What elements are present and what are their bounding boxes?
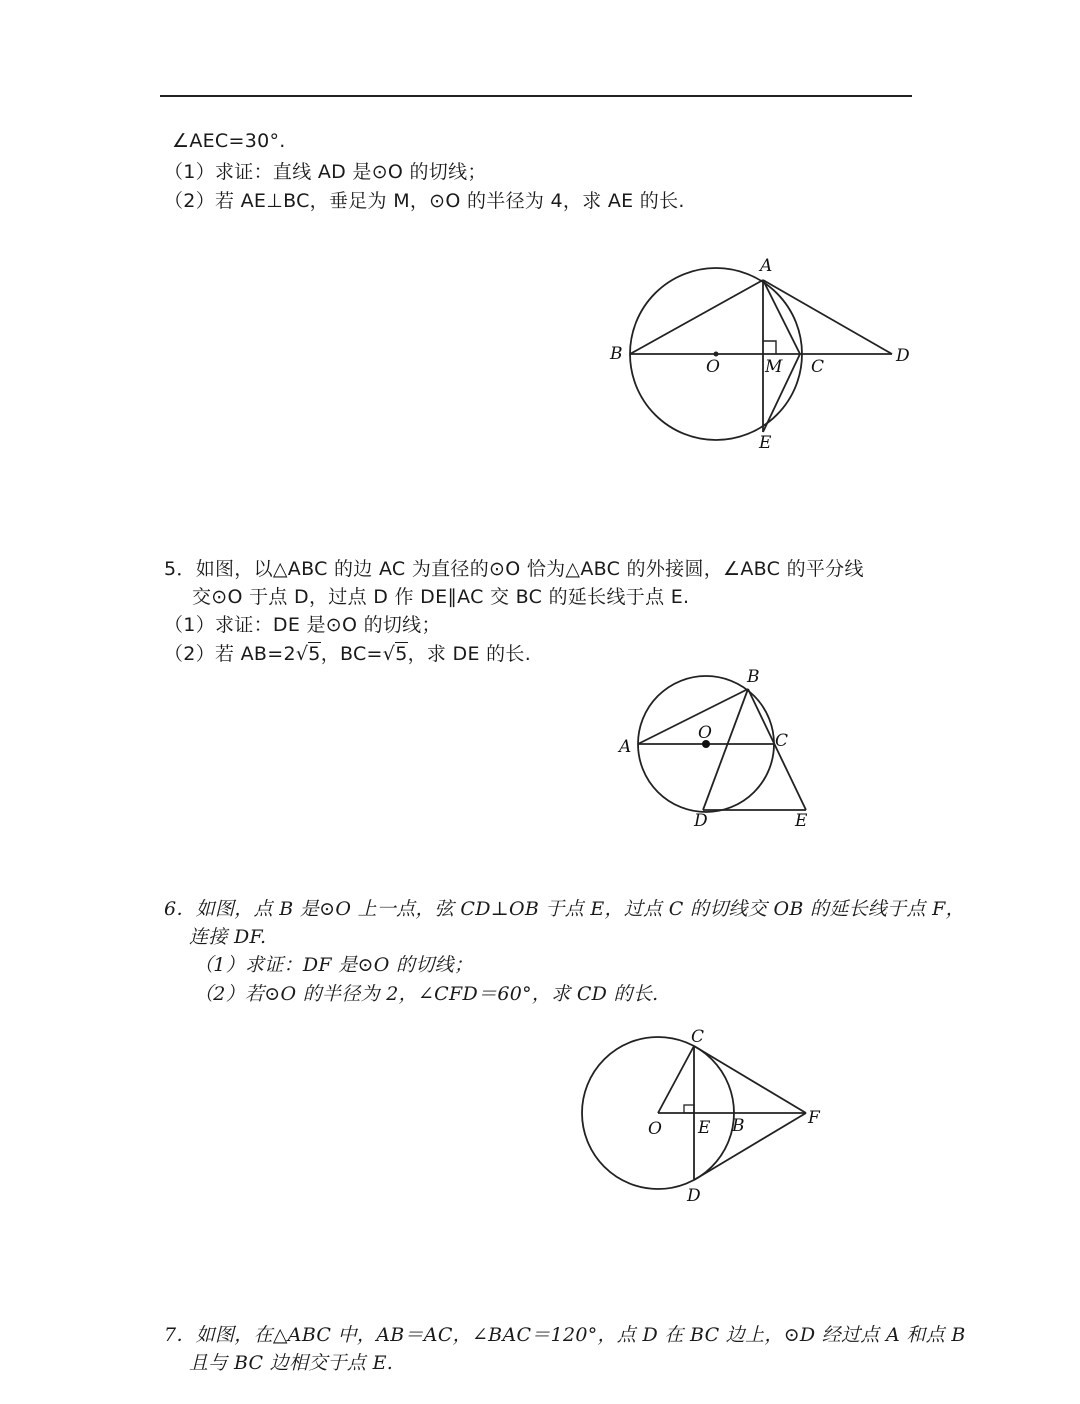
q5-figure: [610, 660, 830, 835]
q7-stem-line2: 且与 BC 边相交于点 E.: [189, 1352, 394, 1374]
q6-line-oc: [658, 1046, 694, 1113]
q5-part2-mid: ，BC=: [320, 643, 383, 665]
q4-label-e: E: [759, 433, 772, 453]
header-rule: [160, 95, 912, 97]
q6-label-d: D: [687, 1186, 701, 1206]
q6-stem-line2: 连接 DF.: [189, 926, 267, 948]
q4-part2: （2）若 AE⊥BC，垂足为 M，⊙O 的半径为 4，求 AE 的长.: [164, 190, 685, 212]
q6-label-e: E: [698, 1118, 711, 1138]
q5-part1: （1）求证：DE 是⊙O 的切线；: [164, 614, 441, 636]
q6-right-angle: [684, 1105, 694, 1113]
q5-label-b: B: [747, 667, 760, 687]
q5-label-e: E: [795, 811, 808, 831]
sqrt-symbol: √: [382, 643, 396, 665]
q6-part1: （1）求证：DF 是⊙O 的切线；: [194, 954, 474, 976]
q6-label-b: B: [732, 1116, 745, 1136]
q6-label-o: O: [648, 1119, 662, 1139]
q4-label-o: O: [706, 357, 720, 377]
q5-radicand-2: 5: [395, 643, 408, 665]
q5-label-d: D: [694, 811, 708, 831]
q5-part2-suffix: ，求 DE 的长.: [407, 643, 532, 665]
q5-stem-line2: 交⊙O 于点 D，过点 D 作 DE∥AC 交 BC 的延长线于点 E.: [192, 586, 690, 608]
q5-stem-line1: 5．如图，以△ABC 的边 AC 为直径的⊙O 恰为△ABC 的外接圆，∠ABC 的平分线: [164, 558, 864, 580]
q6-label-f: F: [808, 1108, 820, 1128]
q4-label-m: M: [765, 357, 783, 377]
q4-figure: [600, 255, 930, 460]
q7-stem-line1: 7．如图，在△ABC 中，AB＝AC，∠BAC＝120°，点 D 在 BC 边上，⊙D 经过点 A 和点 B: [164, 1324, 966, 1346]
q6-label-c: C: [691, 1027, 705, 1047]
q5-part2-prefix: （2）若 AB=2: [164, 643, 296, 665]
q4-label-d: D: [896, 346, 910, 366]
q4-label-a: A: [760, 256, 773, 276]
q6-line-df: [694, 1113, 806, 1180]
q4-part1: （1）求证：直线 AD 是⊙O 的切线；: [164, 161, 487, 183]
q5-label-a: A: [619, 737, 632, 757]
q5-part2: [164, 641, 531, 667]
q4-right-angle: [763, 341, 776, 354]
q4-label-b: B: [610, 344, 623, 364]
q4-label-c: C: [811, 357, 825, 377]
q5-radicand-1: 5: [308, 643, 321, 665]
q4-center-dot: [714, 352, 719, 357]
q5-label-o: O: [698, 723, 712, 743]
q6-part2: （2）若⊙O 的半径为 2，∠CFD＝60°，求 CD 的长.: [194, 983, 659, 1005]
q4-line-ab: [630, 280, 763, 354]
q6-line-cf: [694, 1046, 806, 1113]
sqrt-symbol: √: [295, 643, 309, 665]
q6-stem-line1: 6．如图，点 B 是⊙O 上一点，弦 CD⊥OB 于点 E，过点 C 的切线交 OB 的延长线于点 F，: [164, 898, 965, 920]
q5-label-c: C: [775, 731, 789, 751]
q6-figure: [570, 1020, 840, 1210]
q4-angle-line: ∠AEC=30°.: [172, 130, 286, 152]
